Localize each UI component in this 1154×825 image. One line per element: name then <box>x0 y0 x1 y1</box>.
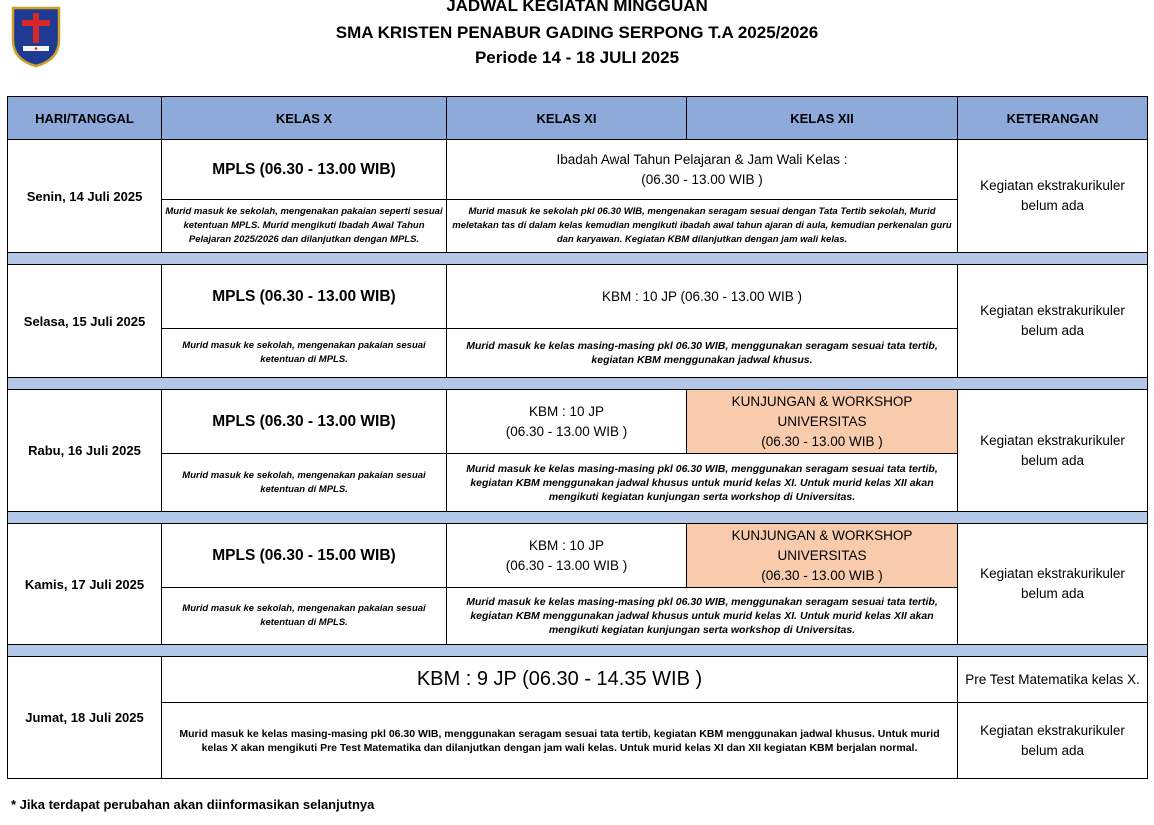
keterangan-cell: Kegiatan ekstrakurikuler belum ada <box>958 524 1148 645</box>
kelas-xi-xii-note: Murid masuk ke kelas masing-masing pkl 06.30 WIB, menggunakan seragam sesuai tata tertib, kegiatan KBM menggunakan jadwal khusus. <box>447 329 958 378</box>
col-header-kelas-xi: KELAS XI <box>447 97 687 140</box>
col-header-kelas-xii: KELAS XII <box>687 97 958 140</box>
kelas-x-note: Murid masuk ke sekolah, mengenakan pakaian sesuai ketentuan di MPLS. <box>162 329 447 378</box>
table-row <box>8 140 1148 200</box>
kelas-xi-xii-note: Murid masuk ke kelas masing-masing pkl 06.30 WIB, menggunakan seragam sesuai tata tertib, kegiatan KBM menggunakan jadwal khusus untuk murid kelas XI. Untuk murid kelas XII akan mengikuti kegiatan kunjungan serta workshop di Universitas. <box>447 454 958 512</box>
day-cell: Selasa, 15 Juli 2025 <box>8 265 162 378</box>
activity-line: KBM : 10 JP <box>528 537 605 553</box>
activity-time: (06.30 - 13.00 WIB ) <box>761 433 883 449</box>
period-line: Periode 14 - 18 JULI 2025 <box>474 48 680 67</box>
kelas-x-activity: MPLS (06.30 - 13.00 WIB) <box>162 390 447 454</box>
activity-line: Ibadah Awal Tahun Pelajaran & Jam Wali Kelas : <box>556 151 848 167</box>
row-separator <box>8 645 1148 657</box>
kelas-x-activity: MPLS (06.30 - 13.00 WIB) <box>162 140 447 200</box>
kelas-x-note: Murid masuk ke sekolah, mengenakan pakaian sesuai ketentuan di MPLS. <box>162 454 447 512</box>
kelas-x-activity: MPLS (06.30 - 13.00 WIB) <box>162 265 447 329</box>
table-row <box>8 703 1148 779</box>
activity-line: KUNJUNGAN & WORKSHOP UNIVERSITAS <box>731 393 913 429</box>
table-row <box>8 390 1148 454</box>
keterangan-cell: Kegiatan ekstrakurikuler belum ada <box>958 703 1148 779</box>
row-separator <box>8 512 1148 524</box>
row-separator <box>8 378 1148 390</box>
kelas-x-note: Murid masuk ke sekolah, mengenakan pakaian sesuai ketentuan di MPLS. <box>162 588 447 645</box>
title-line-1: JADWAL KEGIATAN MINGGUAN <box>446 0 708 15</box>
col-header-kelas-x: KELAS X <box>162 97 447 140</box>
kelas-xi-activity <box>447 524 687 588</box>
kelas-x-note: Murid masuk ke sekolah, mengenakan pakaian seperti sesuai ketentuan MPLS. Murid mengikuti Ibadah Awal Tahun Pelajaran 2025/2026 dan dilanjutkan dengan MPLS. <box>162 200 447 253</box>
footer-note: * Jika terdapat perubahan akan diinformasikan selanjutnya <box>11 797 375 812</box>
col-header-day: HARI/TANGGAL <box>8 97 162 140</box>
kelas-xii-activity <box>687 524 958 588</box>
table-row <box>8 524 1148 588</box>
activity-line: KBM : 10 JP <box>528 403 605 419</box>
keterangan-cell: Kegiatan ekstrakurikuler belum ada <box>958 140 1148 253</box>
activity-time: (06.30 - 13.00 WIB ) <box>761 567 883 583</box>
kelas-xi-xii-note: Murid masuk ke sekolah pkl 06.30 WIB, mengenakan seragam sesuai dengan Tata Tertib sekolah, Murid meletakan tas di dalam kelas kemudian mengikuti ibadah awal tahun ajaran di aula, kemudian perkenalan guru dan karyawan. Kegiatan KBM dilanjutkan dengan jam wali kelas. <box>447 200 958 253</box>
keterangan-cell: Kegiatan ekstrakurikuler belum ada <box>958 265 1148 378</box>
kelas-xi-xii-note: Murid masuk ke kelas masing-masing pkl 06.30 WIB, menggunakan seragam sesuai tata tertib, kegiatan KBM menggunakan jadwal khusus untuk murid kelas XI. Untuk murid kelas XII akan mengikuti kegiatan kunjungan serta workshop di Universitas. <box>447 588 958 645</box>
activity-time: (06.30 - 13.00 WIB ) <box>505 423 628 439</box>
day-cell: Jumat, 18 Juli 2025 <box>8 657 162 779</box>
activity-time: (06.30 - 13.00 WIB ) <box>641 171 763 187</box>
activity-line: KUNJUNGAN & WORKSHOP UNIVERSITAS <box>731 527 913 563</box>
col-header-keterangan: KETERANGAN <box>958 97 1148 140</box>
day-cell: Kamis, 17 Juli 2025 <box>8 524 162 645</box>
title-line-2: SMA KRISTEN PENABUR GADING SERPONG T.A 2025/2026 <box>335 23 819 42</box>
all-classes-note: Murid masuk ke kelas masing-masing pkl 06.30 WIB, menggunakan seragam sesuai tata tertib, kegiatan KBM menggunakan jadwal khusus. Untuk murid kelas X akan mengikuti Pre Test Matematika dan dilanjutkan dengan jam wali kelas. Untuk murid kelas XI dan XII kegiatan KBM berjalan normal. <box>162 703 958 779</box>
kelas-xi-xii-activity <box>447 140 958 200</box>
day-cell: Rabu, 16 Juli 2025 <box>8 390 162 512</box>
table-row <box>8 657 1148 703</box>
row-separator <box>8 253 1148 265</box>
day-cell: Senin, 14 Juli 2025 <box>8 140 162 253</box>
header-row <box>8 97 1148 140</box>
kelas-x-activity: MPLS (06.30 - 15.00 WIB) <box>162 524 447 588</box>
keterangan-cell: Kegiatan ekstrakurikuler belum ada <box>958 390 1148 512</box>
all-classes-activity: KBM : 9 JP (06.30 - 14.35 WIB ) <box>162 657 958 703</box>
kelas-xii-activity <box>687 390 958 454</box>
keterangan-cell-top: Pre Test Matematika kelas X. <box>958 657 1148 703</box>
kelas-xi-xii-activity: KBM : 10 JP (06.30 - 13.00 WIB ) <box>447 265 958 329</box>
activity-time: (06.30 - 13.00 WIB ) <box>505 557 628 573</box>
kelas-xi-activity <box>447 390 687 454</box>
table-row <box>8 265 1148 329</box>
weekly-schedule-table <box>7 96 1148 779</box>
